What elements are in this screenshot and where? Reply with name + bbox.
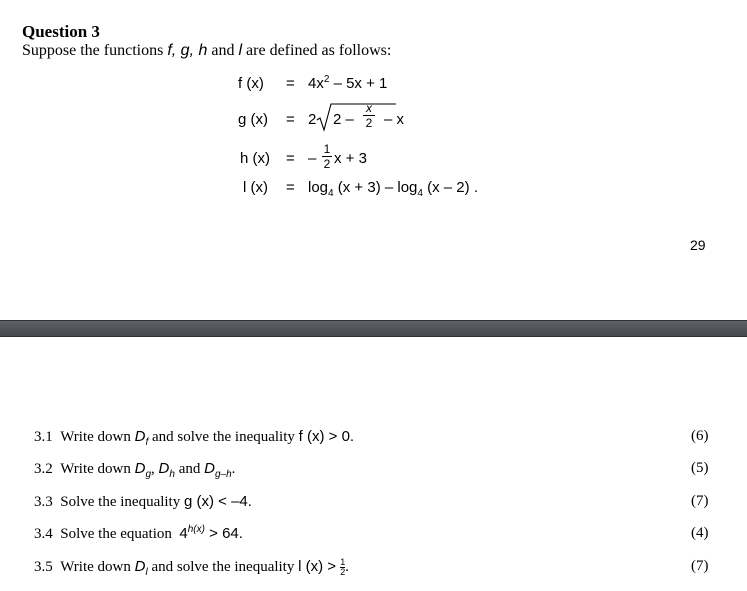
subquestion-text: Solve the equation [60, 526, 176, 542]
subquestion-math: > 64. [204, 525, 243, 542]
def-g-frac-num: x [366, 101, 372, 115]
subquestion-math: g (x) < –4. [183, 493, 252, 510]
def-l-base2: 4 [417, 188, 423, 199]
def-f-lhs: f (x) [238, 75, 264, 92]
marks-3-5: (7) [691, 558, 709, 574]
inline-frac-num: 1 [340, 557, 346, 568]
def-g-radicand-a: 2 – [333, 111, 354, 128]
def-l-rhs [308, 179, 478, 199]
domain-symbol-g: D [134, 460, 146, 477]
subquestion-number: 3.5 [34, 559, 53, 575]
def-l-lhs: l (x) [243, 179, 268, 196]
domain-subscript-h: h [169, 469, 175, 480]
def-g-fraction [363, 101, 375, 130]
def-h-lhs: h (x) [240, 150, 270, 167]
def-g-frac-den: 2 [363, 115, 375, 130]
subquestion-text: Write down [60, 461, 135, 477]
subquestion-end: . [345, 559, 349, 575]
def-h-fraction [322, 142, 332, 171]
domain-symbol-h: D [158, 460, 170, 477]
def-l-log2: log [397, 179, 418, 196]
def-l-base1: 4 [328, 188, 334, 199]
subquestion-text: Write down [60, 559, 135, 575]
def-l-arg2: (x – 2) . [422, 179, 478, 196]
subquestion-text: Solve the inequality [60, 494, 184, 510]
page-number: 29 [690, 237, 706, 253]
def-f-rhs-a: 4x [308, 75, 324, 92]
def-f-rhs [308, 75, 387, 92]
inline-frac-den: 2 [340, 567, 346, 578]
domain-subscript-g: g [145, 469, 152, 480]
def-h-tail: x + 3 [334, 150, 367, 167]
def-h-sign: – [308, 150, 317, 167]
intro-text-pre: Suppose the functions [22, 42, 168, 59]
def-h-frac-den: 2 [323, 157, 331, 171]
def-g-lhs: g (x) [238, 111, 268, 128]
def-f-rhs-b: – 5x + 1 [329, 75, 388, 92]
domain-subscript: f [145, 437, 149, 448]
def-l-arg1: (x + 3) – [333, 179, 398, 196]
marks-3-4: (4) [691, 525, 709, 541]
subquestion-3-2 [34, 460, 235, 478]
page-break-divider [0, 320, 747, 337]
marks-3-3: (7) [691, 493, 709, 509]
def-g-equals: = [286, 111, 295, 128]
subquestion-text-b: and [174, 461, 205, 477]
subquestion-3-1 [34, 428, 354, 446]
question-intro [22, 42, 391, 60]
domain-subscript-gh: g–h [214, 469, 232, 480]
subquestion-number: 3.2 [34, 461, 53, 477]
intro-functions: f, g, h [167, 42, 208, 59]
separator: , [151, 461, 159, 477]
subquestion-math: f (x) > 0. [298, 428, 355, 445]
domain-symbol-gh: D [204, 460, 215, 477]
intro-text-mid: and [207, 42, 239, 59]
domain-subscript: l [145, 567, 148, 578]
power-base: 4 [179, 525, 188, 542]
def-f-exponent: 2 [323, 74, 330, 85]
subquestion-text-b: and solve the inequality [148, 429, 299, 445]
question-title: Question 3 [22, 22, 100, 41]
intro-text-post: are defined as follows: [242, 42, 392, 59]
subquestion-number: 3.1 [34, 429, 53, 445]
def-l-equals: = [286, 179, 295, 196]
marks-3-2: (5) [691, 460, 709, 476]
def-g-coef: 2 [308, 111, 317, 128]
power-exponent: h(x) [187, 524, 205, 535]
def-h-equals: = [286, 150, 295, 167]
subquestion-3-3 [34, 493, 252, 511]
subquestion-text-b: and solve the inequality [147, 559, 299, 575]
subquestion-text: Write down [60, 429, 135, 445]
intro-function-l: l [238, 42, 243, 59]
domain-symbol: D [134, 558, 146, 575]
marks-3-1: (6) [691, 428, 709, 444]
subquestion-end: . [231, 461, 236, 477]
subquestion-math: l (x) > [298, 558, 341, 575]
def-l-log1: log [308, 179, 329, 196]
subquestion-number: 3.3 [34, 494, 53, 510]
domain-symbol: D [134, 428, 146, 445]
subquestion-number: 3.4 [34, 526, 53, 542]
subquestion-3-5 [34, 558, 349, 577]
def-g-tail: – x [384, 111, 405, 128]
subquestion-3-4 [34, 525, 243, 543]
def-f-equals: = [286, 75, 295, 92]
def-h-frac-num: 1 [323, 142, 331, 156]
